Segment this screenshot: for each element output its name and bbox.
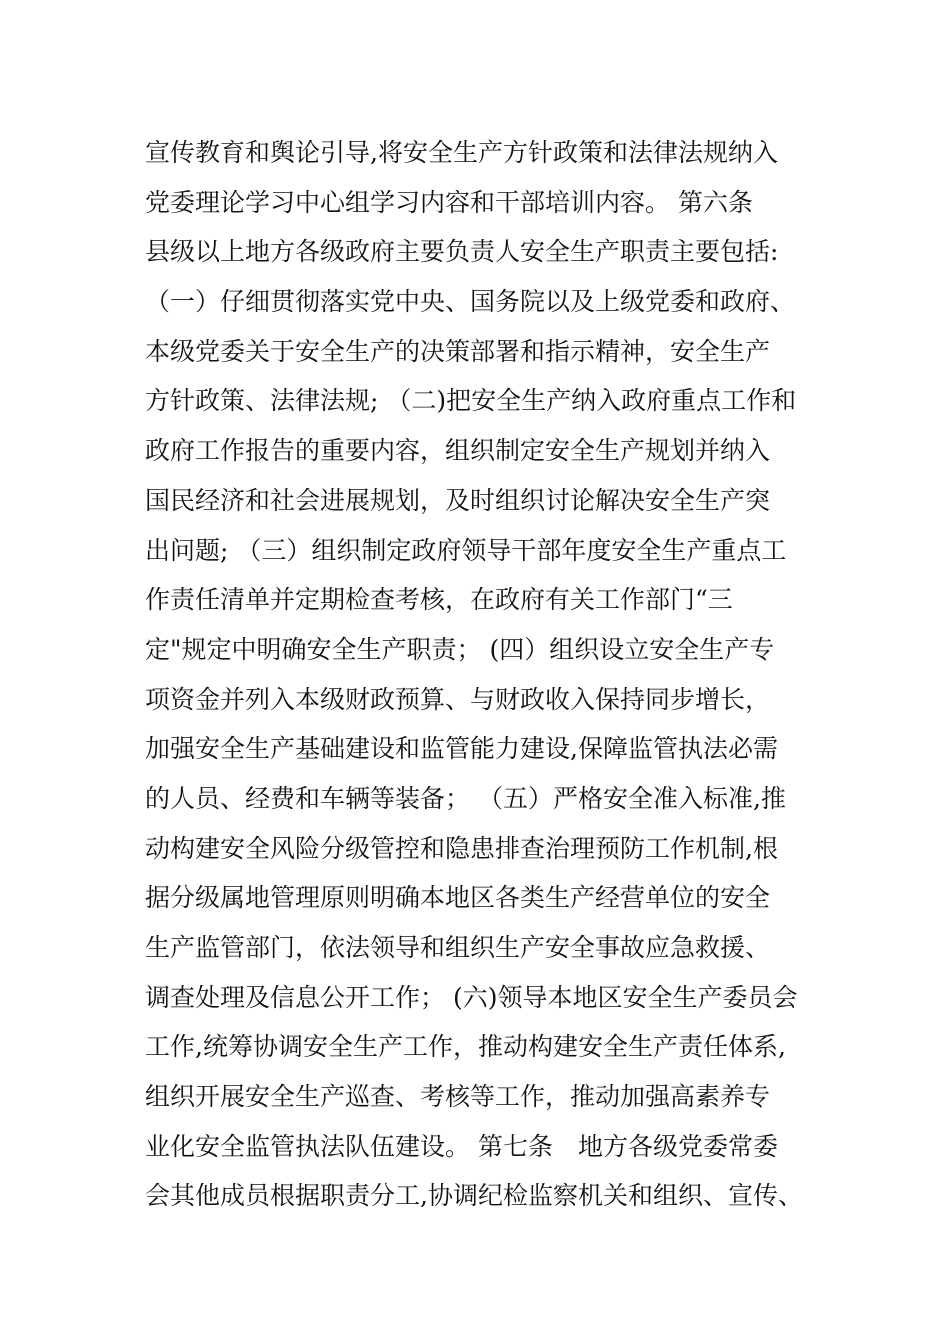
text-line: （一）仔细贯彻落实党中央、国务院以及上级党委和政府、 <box>145 287 796 317</box>
body-text <box>145 128 825 1221</box>
text-line: 党委理论学习中心组学习内容和干部培训内容。 第六条 <box>145 187 753 217</box>
text-line: 国民经济和社会进展规划，及时组织讨论解决安全生产突 <box>145 485 771 515</box>
text-line: 宣传教育和舆论引导,将安全生产方针政策和法律法规纳入 <box>145 138 778 167</box>
text-line: 组织开展安全生产巡查、考核等工作，推动加强高素养专 <box>145 1082 771 1112</box>
text-line: 的人员、经费和车辆等装备； （五）严格安全准入标准,推 <box>145 783 786 813</box>
text-line: 生产监管部门，依法领导和组织生产安全事故应急救援、 <box>145 933 771 962</box>
text-line: 加强安全生产基础建设和监管能力建设,保障监管执法必需 <box>145 734 778 764</box>
text-line: 定"规定中明确安全生产职责； (四）组织设立安全生产专 <box>145 634 775 664</box>
text-line: 作责任清单并定期检查考核，在政府有关工作部门“三 <box>145 585 733 615</box>
text-line: 出问题; （三）组织制定政府领导干部年度安全生产重点工 <box>145 535 787 565</box>
text-line: 业化安全监管执法队伍建设。 第七条 地方各级党委常委 <box>145 1131 778 1161</box>
text-line: 方针政策、法律法规; （二)把安全生产纳入政府重点工作和 <box>145 386 797 416</box>
text-line: 调查处理及信息公开工作； (六)领导本地区安全生产委员会 <box>145 982 798 1012</box>
text-line: 工作,统筹协调安全生产工作，推动构建安全生产责任体系, <box>145 1032 786 1062</box>
text-line: 会其他成员根据职责分工,协调纪检监察机关和组织、宣传、 <box>145 1181 803 1211</box>
text-line: 本级党委关于安全生产的决策部署和指示精神，安全生产 <box>145 336 771 366</box>
text-line: 动构建安全风险分级管控和隐患排查治理预防工作机制,根 <box>145 833 778 863</box>
text-line: 据分级属地管理原则明确本地区各类生产经营单位的安全 <box>145 883 771 913</box>
text-line: 政府工作报告的重要内容，组织制定安全生产规划并纳入 <box>145 436 771 466</box>
text-line: 项资金并列入本级财政预算、与财政收入保持同步增长， <box>145 684 771 714</box>
text-line: 县级以上地方各级政府主要负责人安全生产职责主要包括: <box>145 237 779 267</box>
